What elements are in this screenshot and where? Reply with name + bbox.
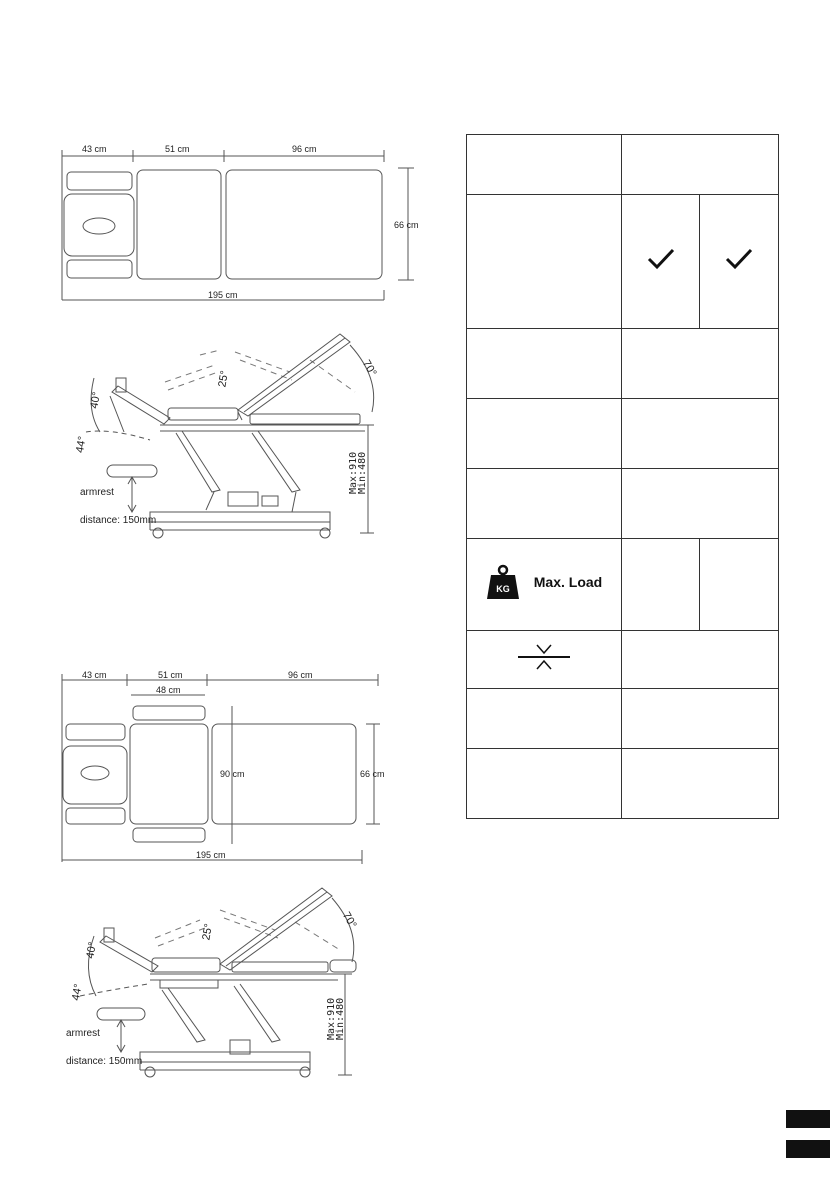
table-cell (622, 689, 779, 749)
dim-back-length: 96 cm (292, 144, 317, 154)
table-cell (700, 539, 779, 631)
angle-head-down: 44° (73, 435, 89, 454)
table-row (467, 689, 779, 749)
table-cell (700, 195, 779, 329)
side-view-lower (80, 888, 356, 1077)
distance-label: distance: 150mm (66, 1056, 143, 1067)
distance-label: distance: 150mm (80, 515, 157, 526)
table-cell (622, 135, 779, 195)
height-max: Max:910 (326, 997, 337, 1040)
table-cell (467, 135, 622, 195)
table-cell (622, 631, 779, 689)
table-row (467, 749, 779, 819)
angle-head-up: 40° (84, 941, 100, 960)
table-cell (622, 539, 700, 631)
table-cell (622, 195, 700, 329)
table-cell (467, 749, 622, 819)
dim-width: 66 cm (360, 769, 385, 779)
side-view-upper (86, 334, 374, 538)
angle-top: 25° (216, 369, 232, 389)
angle-head-up: 40° (88, 391, 104, 410)
table-row (467, 329, 779, 399)
dim-total-length: 195 cm (196, 850, 226, 860)
angle-back: 70° (359, 358, 379, 379)
height-max: Max:910 (348, 451, 359, 494)
dim-head-length: 43 cm (82, 144, 107, 154)
check-icon (646, 247, 676, 271)
table-row (467, 135, 779, 195)
kg-label: KG (496, 584, 510, 594)
dim-middle-length: 51 cm (158, 670, 183, 680)
dim-armrest-length: 48 cm (156, 685, 181, 695)
armrest-label: armrest (80, 487, 114, 498)
height-range-icon (516, 643, 572, 671)
dim-head-length: 43 cm (82, 670, 107, 680)
height-range-cell (467, 631, 622, 689)
table-row (467, 469, 779, 539)
table-cell (467, 399, 622, 469)
height-min: Min:480 (357, 451, 368, 494)
dim-total-length: 195 cm (208, 290, 238, 300)
check-icon (724, 247, 754, 271)
dim-back-length: 96 cm (288, 670, 313, 680)
table-cell (622, 329, 779, 399)
armrest-label: armrest (66, 1028, 100, 1039)
table-cell (467, 469, 622, 539)
angle-back: 70° (339, 910, 359, 931)
top-view-upper (62, 150, 414, 300)
dim-middle-length: 51 cm (165, 144, 190, 154)
dim-span: 90 cm (220, 769, 245, 779)
table-cell (622, 749, 779, 819)
table-row (467, 631, 779, 689)
table-cell (622, 469, 779, 539)
height-min: Min:480 (335, 997, 346, 1040)
dim-width: 66 cm (394, 220, 419, 230)
page-tab (786, 1110, 830, 1128)
table-row (467, 539, 779, 631)
table-cell (467, 195, 622, 329)
spec-table (466, 134, 779, 819)
table-cell (622, 399, 779, 469)
angle-top: 25° (200, 922, 216, 942)
table-row (467, 399, 779, 469)
page-tab (786, 1140, 830, 1158)
table-row (467, 195, 779, 329)
table-cell (467, 329, 622, 399)
max-load-cell (467, 539, 622, 631)
angle-head-down: 44° (70, 983, 85, 1002)
max-load-label: Max. Load (533, 574, 603, 590)
weight-kg-icon (486, 564, 520, 600)
table-cell (467, 689, 622, 749)
